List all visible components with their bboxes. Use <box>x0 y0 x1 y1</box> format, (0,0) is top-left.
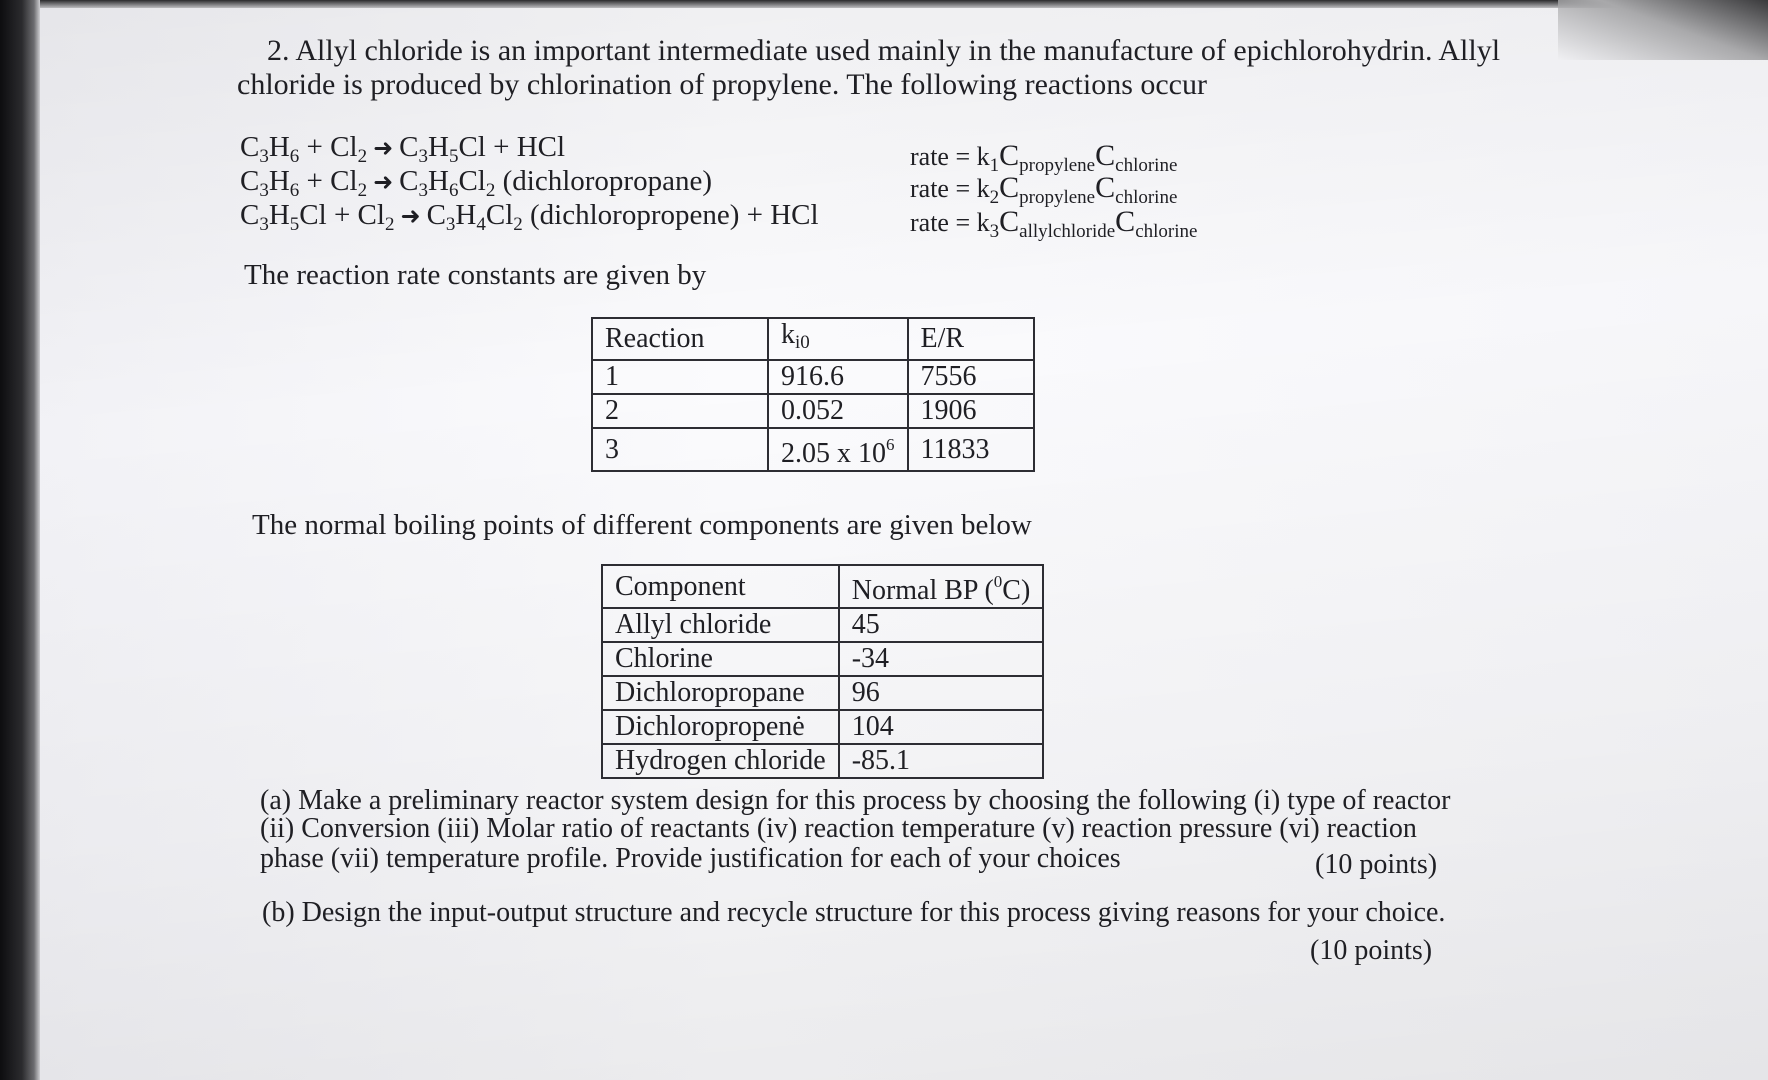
table-cell: 104 <box>839 710 1044 744</box>
rate-constants-intro: The reaction rate constants are given by <box>244 259 707 291</box>
table-cell: Chlorine <box>602 642 839 676</box>
monitor-bezel-left <box>0 0 40 1080</box>
table-cell: 2.05 x $10^6$ <box>768 428 908 471</box>
document-page <box>40 8 1768 1080</box>
part-a-line-3: phase (vii) temperature profile. Provide justification for each of your choices <box>260 843 1121 874</box>
table-cell: 3 <box>592 428 768 471</box>
table-cell: -85.1 <box>839 744 1044 778</box>
boiling-point-table <box>601 564 1044 779</box>
table-cell: 2 <box>592 394 768 428</box>
table-header-cell: Normal BP ($^0$C) <box>839 565 1044 608</box>
table-row <box>602 608 1043 642</box>
table-cell: Hydrogen chloride <box>602 744 839 778</box>
rate-expression-2: rate = $k_2C_{propylene}C_{chlorine}$ <box>910 171 1178 208</box>
boiling-points-intro: The normal boiling points of different components are given below <box>252 509 1032 541</box>
table-cell: 0.052 <box>768 394 908 428</box>
table-cell: 7556 <box>908 360 1035 394</box>
table-cell: 1906 <box>908 394 1035 428</box>
part-b-line-1: (b) Design the input-output structure and recycle structure for this process giving reasons for your choice. <box>262 897 1446 928</box>
table-cell: 11833 <box>908 428 1035 471</box>
table-row <box>602 676 1043 710</box>
table-header-row <box>602 565 1043 608</box>
table-header-cell: ki0 <box>768 318 908 360</box>
table-cell: Dichloropropenė <box>602 710 839 744</box>
rate-constant-table <box>591 317 1035 472</box>
table-cell: 96 <box>839 676 1044 710</box>
table-cell: Allyl chloride <box>602 608 839 642</box>
table-header-cell: E/R <box>908 318 1035 360</box>
part-a-points: (10 points) <box>1315 849 1438 880</box>
table-row <box>592 360 1034 394</box>
table-header-row <box>592 318 1034 360</box>
reaction-equation-2: $C_3H_6 + Cl_2$ ➜ $C_3H_6Cl_2$ (dichloropropane) <box>240 165 712 201</box>
table-cell: Dichloropropane <box>602 676 839 710</box>
part-b-points: (10 points) <box>1310 935 1433 966</box>
table-row <box>602 744 1043 778</box>
monitor-bezel-corner <box>1558 0 1768 60</box>
reaction-equation-3: $C_3H_5Cl + Cl_2$ ➜ $C_3H_4Cl_2$ (dichloropropene) + HCl <box>240 199 819 235</box>
table-row <box>592 394 1034 428</box>
table-cell: 916.6 <box>768 360 908 394</box>
rate-expression-3: rate = $k_3C_{allylchloride}C_{chlorine}$ <box>910 205 1198 242</box>
question-line-1: 2. Allyl chloride is an important intermediate used mainly in the manufacture of epichlorohydrin. Allyl <box>267 34 1501 67</box>
reaction-equation-1: $C_3H_6 + Cl_2$ ➜ $C_3H_5Cl$ + HCl <box>240 131 566 167</box>
table-row <box>592 428 1034 471</box>
part-a-line-2: (ii) Conversion (iii) Molar ratio of reactants (iv) reaction temperature (v) reaction pressure (vi) reaction <box>260 813 1417 844</box>
table-cell: 1 <box>592 360 768 394</box>
table-header-cell: Reaction <box>592 318 768 360</box>
rate-expression-1: rate = $k_1C_{propylene}C_{chlorine}$ <box>910 139 1178 176</box>
table-cell: 45 <box>839 608 1044 642</box>
question-line-2: chloride is produced by chlorination of propylene. The following reactions occur <box>237 68 1207 101</box>
table-cell: -34 <box>839 642 1044 676</box>
monitor-bezel-top <box>40 0 1768 8</box>
table-header-cell: Component <box>602 565 839 608</box>
table-row <box>602 710 1043 744</box>
part-a-line-1: (a) Make a preliminary reactor system design for this process by choosing the following (i) type of reactor <box>260 785 1451 816</box>
table-row <box>602 642 1043 676</box>
